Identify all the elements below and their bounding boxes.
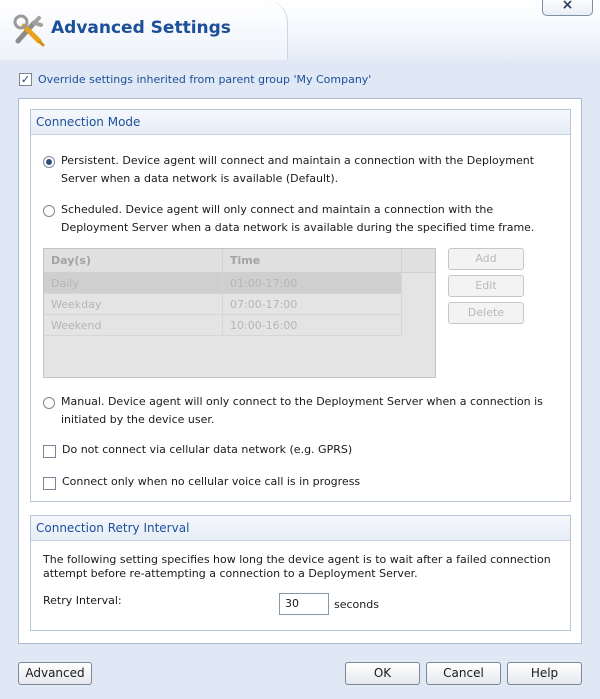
retry-description: The following setting specifies how long the device agent is to wait after a failed connection attempt before re-attempting a connection to a Deployment Server.: [43, 553, 551, 580]
cancel-button[interactable]: Cancel: [426, 662, 501, 685]
scheduled-radio[interactable]: [43, 205, 55, 217]
persistent-radio[interactable]: [43, 156, 55, 168]
cell-time: 07:00-17:00: [223, 294, 402, 314]
no-voice-call-option[interactable]: [43, 476, 563, 491]
no-cellular-label: Do not connect via cellular data network (e.g. GPRS): [62, 443, 353, 456]
retry-unit-label: seconds: [334, 598, 379, 611]
delete-button[interactable]: Delete: [448, 302, 524, 324]
persistent-label: Persistent. Device agent will connect and maintain a connection with the Deployment Server when a data network is available (Default).: [61, 154, 535, 185]
column-days[interactable]: Day(s): [44, 249, 223, 272]
table-row[interactable]: [44, 294, 402, 315]
settings-panel: [18, 98, 582, 644]
radio-selected-dot: [46, 159, 52, 165]
no-cellular-option[interactable]: [43, 444, 563, 459]
tools-icon: [12, 13, 46, 47]
no-cellular-checkbox[interactable]: [43, 445, 56, 458]
manual-label: Manual. Device agent will only connect to the Deployment Server when a connection is initiated by the device user.: [61, 395, 543, 426]
close-button[interactable]: [542, 0, 593, 16]
edit-button[interactable]: Edit: [448, 275, 524, 297]
ok-button[interactable]: OK: [345, 662, 420, 685]
cell-days: Daily: [44, 273, 223, 293]
help-button[interactable]: Help: [507, 662, 582, 685]
table-header: [44, 249, 435, 273]
override-label: Override settings inherited from parent group 'My Company': [38, 73, 372, 86]
cell-time: 01:00-17:00: [223, 273, 402, 293]
persistent-option[interactable]: [43, 155, 563, 188]
retry-interval-input[interactable]: 30: [279, 593, 329, 615]
manual-option[interactable]: [43, 396, 563, 429]
connection-mode-section: [30, 109, 571, 502]
override-checkbox[interactable]: [19, 73, 32, 86]
no-voice-call-label: Connect only when no cellular voice call is in progress: [62, 475, 361, 488]
manual-radio[interactable]: [43, 397, 55, 409]
retry-section: [30, 515, 571, 631]
column-filler: [402, 249, 435, 272]
advanced-button[interactable]: Advanced: [18, 662, 92, 685]
cell-days: Weekend: [44, 315, 223, 335]
cell-time: 10:00-16:00: [223, 315, 402, 335]
retry-title: Connection Retry Interval: [31, 516, 570, 541]
column-time[interactable]: Time: [223, 249, 402, 272]
retry-interval-label: Retry Interval:: [43, 594, 122, 607]
scheduled-option[interactable]: [43, 204, 563, 237]
schedule-table: [43, 248, 436, 378]
scheduled-label: Scheduled. Device agent will only connect and maintain a connection with the Deployment Server when a data network is available during the specified time frame.: [61, 203, 535, 234]
table-row[interactable]: [44, 315, 402, 336]
add-button[interactable]: Add: [448, 248, 524, 270]
cell-days: Weekday: [44, 294, 223, 314]
dialog-title: Advanced Settings: [51, 18, 231, 38]
close-icon: ×: [561, 0, 574, 13]
table-row[interactable]: [44, 273, 402, 294]
checkmark-icon: ✓: [20, 73, 31, 86]
override-row[interactable]: [19, 73, 371, 86]
no-voice-call-checkbox[interactable]: [43, 477, 56, 490]
connection-mode-title: Connection Mode: [31, 110, 570, 135]
dialog-header: [0, 0, 600, 60]
